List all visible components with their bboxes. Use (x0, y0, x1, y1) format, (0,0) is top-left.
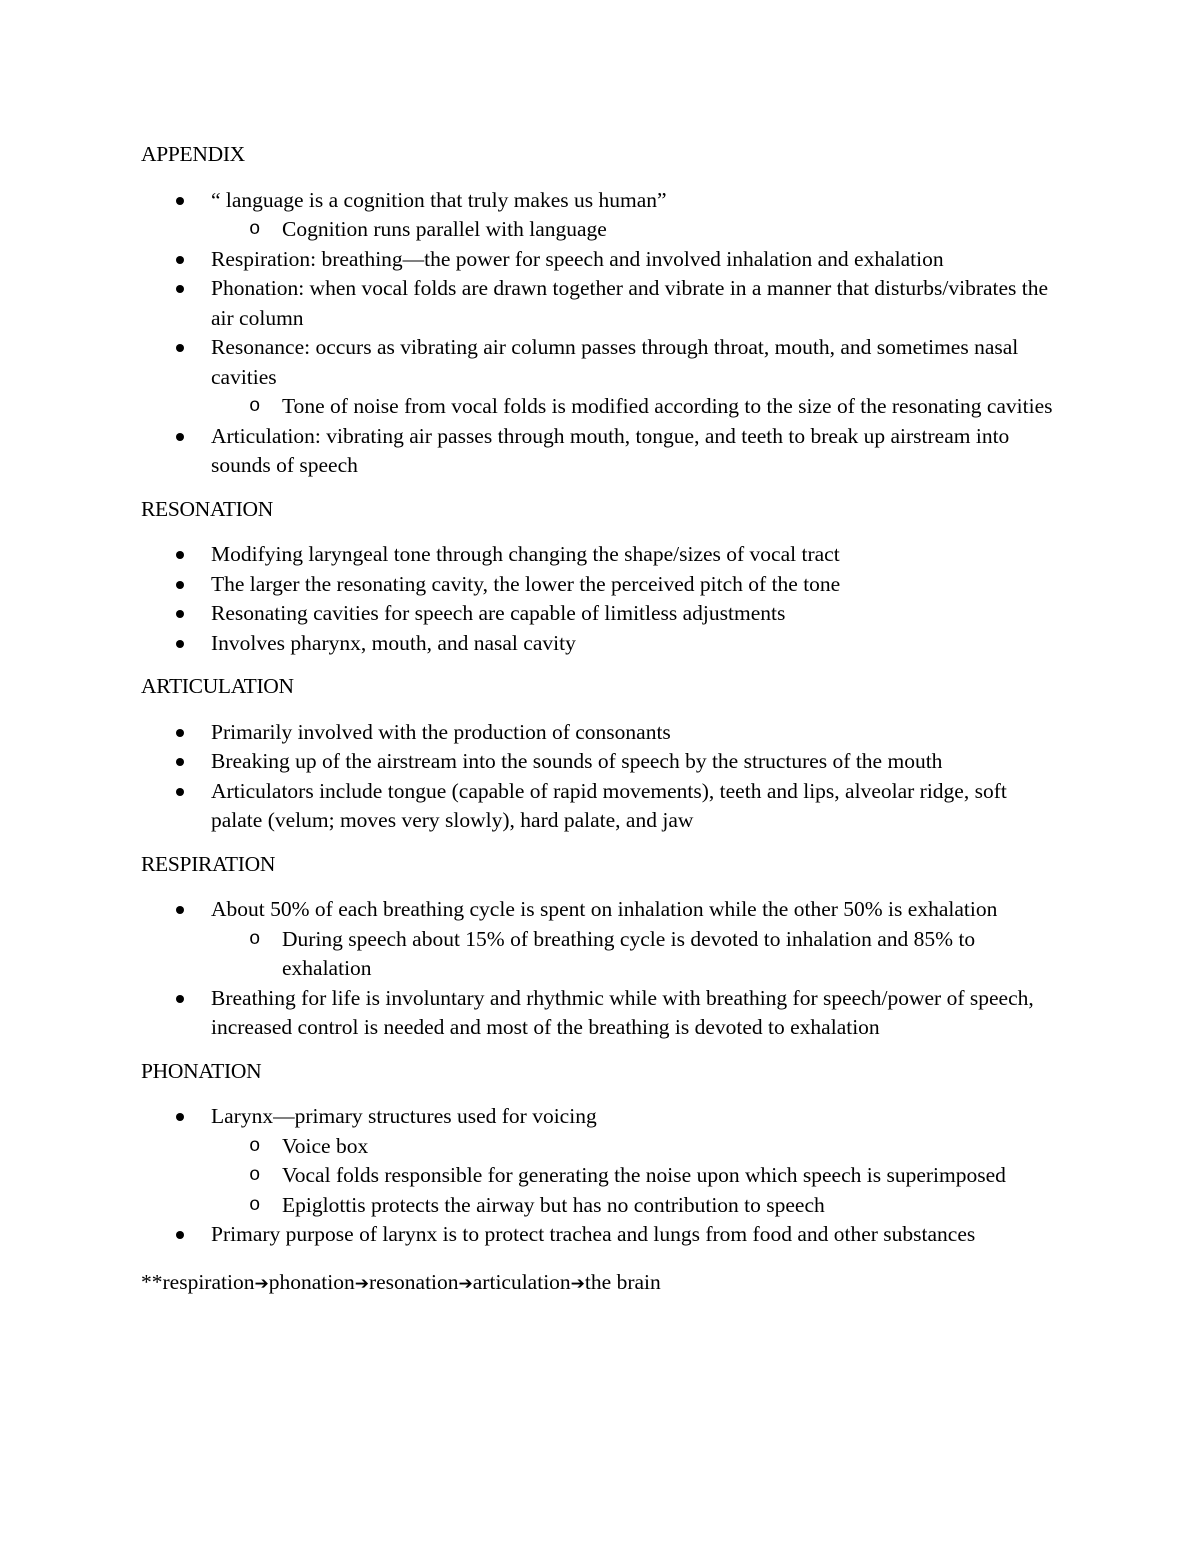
bullet-text: About 50% of each breathing cycle is spent on inhalation while the other 50% is exhalation (211, 897, 998, 921)
flow-step: resonation (368, 1269, 459, 1294)
bullet-text: Primary purpose of larynx is to protect trachea and lungs from food and other substances (211, 1222, 976, 1246)
right-arrow-icon: ➔ (458, 1273, 473, 1294)
sub-bullet-item: o During speech about 15% of breathing cycle is devoted to inhalation and 85% to exhalation (211, 925, 1061, 984)
bullet-item (141, 422, 1061, 481)
sub-bullet-list (211, 392, 1061, 422)
flow-step: respiration (162, 1269, 255, 1294)
bullet-text: Involves pharynx, mouth, and nasal cavity (211, 630, 576, 655)
sub-bullet-item: o Cognition runs parallel with language (211, 215, 1061, 245)
bullet-item (141, 1102, 1061, 1220)
bullet-text: Breaking up of the airstream into the sounds of speech by the structures of the mouth (211, 749, 943, 773)
bullet-item (141, 747, 1061, 777)
bullet-item (141, 333, 1061, 422)
flow-prefix: ** (141, 1269, 163, 1294)
bullet-text: Respiration: breathing—the power for speech and involved inhalation and exhalation (211, 246, 944, 271)
right-arrow-icon: ➔ (354, 1273, 369, 1294)
sub-bullet-item: o Vocal folds responsible for generating the noise upon which speech is superimposed (211, 1161, 1061, 1191)
flow-step: phonation (268, 1269, 355, 1294)
process-flow-line (141, 1268, 1061, 1300)
bullet-item (141, 245, 1061, 275)
sub-bullet-item: o Tone of noise from vocal folds is modified according to the size of the resonating cavities (211, 392, 1061, 422)
bullet-item (141, 1220, 1061, 1250)
bullet-text: Articulators include tongue (capable of rapid movements), teeth and lips, alveolar ridge, soft palate (velum; moves very slowly), hard palate, and jaw (211, 778, 1007, 832)
section-heading-phonation: PHONATION (141, 1058, 262, 1083)
bullet-item (141, 984, 1061, 1043)
section-heading-respiration: RESPIRATION (141, 851, 276, 876)
section-heading-resonation: RESONATION (141, 496, 273, 521)
sub-bullet-item: o Epiglottis protects the airway but has no contribution to speech (211, 1191, 1061, 1221)
bullet-list (141, 186, 1061, 481)
bullet-item (141, 274, 1061, 333)
sub-bullet-list (211, 925, 1061, 984)
bullet-text: Resonating cavities for speech are capable of limitless adjustments (211, 601, 786, 625)
bullet-text: The larger the resonating cavity, the lower the perceived pitch of the tone (211, 571, 841, 596)
bullet-item (141, 895, 1061, 984)
bullet-item (141, 777, 1061, 836)
bullet-text: Resonance: occurs as vibrating air column passes through throat, mouth, and sometimes nasal cavities (211, 335, 1019, 389)
bullet-text: Modifying laryngeal tone through changing the shape/sizes of vocal tract (211, 542, 840, 566)
document-page (141, 140, 1061, 1299)
bullet-text: Phonation: when vocal folds are drawn together and vibrate in a manner that disturbs/vibrates the air column (211, 276, 1049, 330)
bullet-item (141, 599, 1061, 629)
bullet-item (141, 629, 1061, 659)
bullet-item (141, 186, 1061, 245)
bullet-item (141, 540, 1061, 570)
sub-bullet-item: o Voice box (211, 1132, 1061, 1162)
bullet-item (141, 718, 1061, 748)
flow-step: the brain (584, 1269, 661, 1294)
flow-step: articulation (472, 1269, 571, 1294)
right-arrow-icon: ➔ (570, 1273, 585, 1294)
bullet-text: Primarily involved with the production of consonants (211, 719, 671, 744)
bullet-list (141, 895, 1061, 1043)
bullet-list (141, 1102, 1061, 1250)
bullet-text: Breathing for life is involuntary and rhythmic while with breathing for speech/power of speech, increased control is needed and most of the breathing is devoted to exhalation (211, 985, 1034, 1039)
bullet-text: “ language is a cognition that truly makes us human” (211, 187, 667, 212)
bullet-text: Larynx—primary structures used for voicing (211, 1104, 597, 1128)
section-heading-articulation: ARTICULATION (141, 674, 294, 698)
sub-bullet-list (211, 215, 1061, 245)
section-heading-appendix: APPENDIX (141, 142, 245, 166)
sub-bullet-list (211, 1132, 1061, 1221)
right-arrow-icon: ➔ (254, 1273, 269, 1294)
bullet-item (141, 570, 1061, 600)
bullet-list (141, 540, 1061, 658)
bullet-list (141, 718, 1061, 836)
bullet-text: Articulation: vibrating air passes through mouth, tongue, and teeth to break up airstream into sounds of speech (211, 423, 1010, 477)
